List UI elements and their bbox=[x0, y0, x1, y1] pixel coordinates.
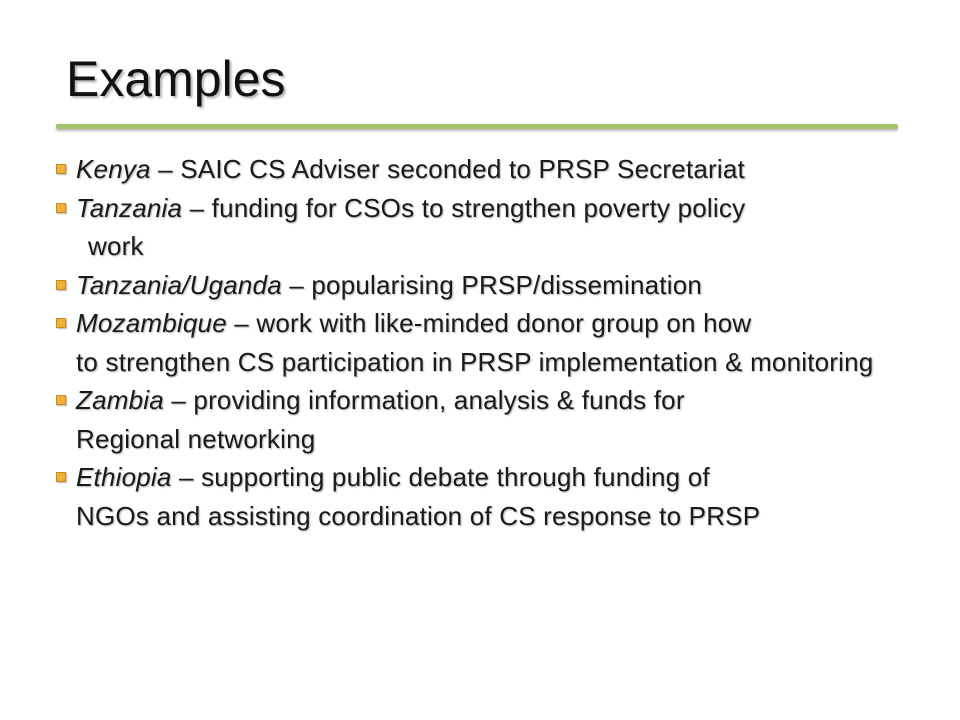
bullet-item-zambia bbox=[56, 381, 916, 458]
bullet-continuation: to strengthen CS participation in PRSP implementation & monitoring bbox=[76, 346, 874, 377]
bullet-text: – SAIC CS Adviser seconded to PRSP Secretariat bbox=[150, 154, 745, 184]
square-bullet-icon bbox=[56, 318, 66, 328]
bullet-item-kenya bbox=[56, 150, 916, 189]
bullet-text: – providing information, analysis & funds for bbox=[163, 385, 685, 415]
square-bullet-icon bbox=[56, 203, 66, 213]
bullet-country: Mozambique bbox=[76, 308, 227, 338]
bullet-item-tanzania bbox=[56, 189, 916, 266]
square-bullet-icon bbox=[56, 164, 66, 174]
bullet-text: – work with like-minded donor group on how bbox=[226, 308, 752, 338]
bullet-text: – supporting public debate through funding of bbox=[171, 462, 710, 492]
bullet-text: – popularising PRSP/dissemination bbox=[281, 269, 703, 300]
bullet-continuation: NGOs and assisting coordination of CS response to PRSP bbox=[76, 500, 761, 531]
bullet-item-tanzania-uganda bbox=[56, 266, 916, 305]
square-bullet-icon bbox=[56, 280, 66, 290]
bullet-list bbox=[56, 150, 916, 535]
bullet-item-ethiopia bbox=[56, 458, 916, 535]
bullet-country: Tanzania bbox=[76, 192, 183, 223]
bullet-country: Tanzania/Uganda bbox=[76, 269, 282, 300]
bullet-item-mozambique bbox=[56, 304, 916, 381]
title-divider bbox=[56, 124, 898, 129]
bullet-text: – funding for CSOs to strengthen poverty policy bbox=[182, 192, 746, 223]
bullet-country: Ethiopia bbox=[76, 462, 172, 492]
square-bullet-icon bbox=[56, 472, 66, 482]
bullet-continuation: work bbox=[88, 231, 144, 261]
bullet-continuation: Regional networking bbox=[76, 423, 316, 454]
slide-title: Examples bbox=[66, 51, 286, 107]
bullet-country: Zambia bbox=[76, 385, 164, 415]
square-bullet-icon bbox=[56, 395, 66, 405]
bullet-country: Kenya bbox=[76, 154, 151, 184]
